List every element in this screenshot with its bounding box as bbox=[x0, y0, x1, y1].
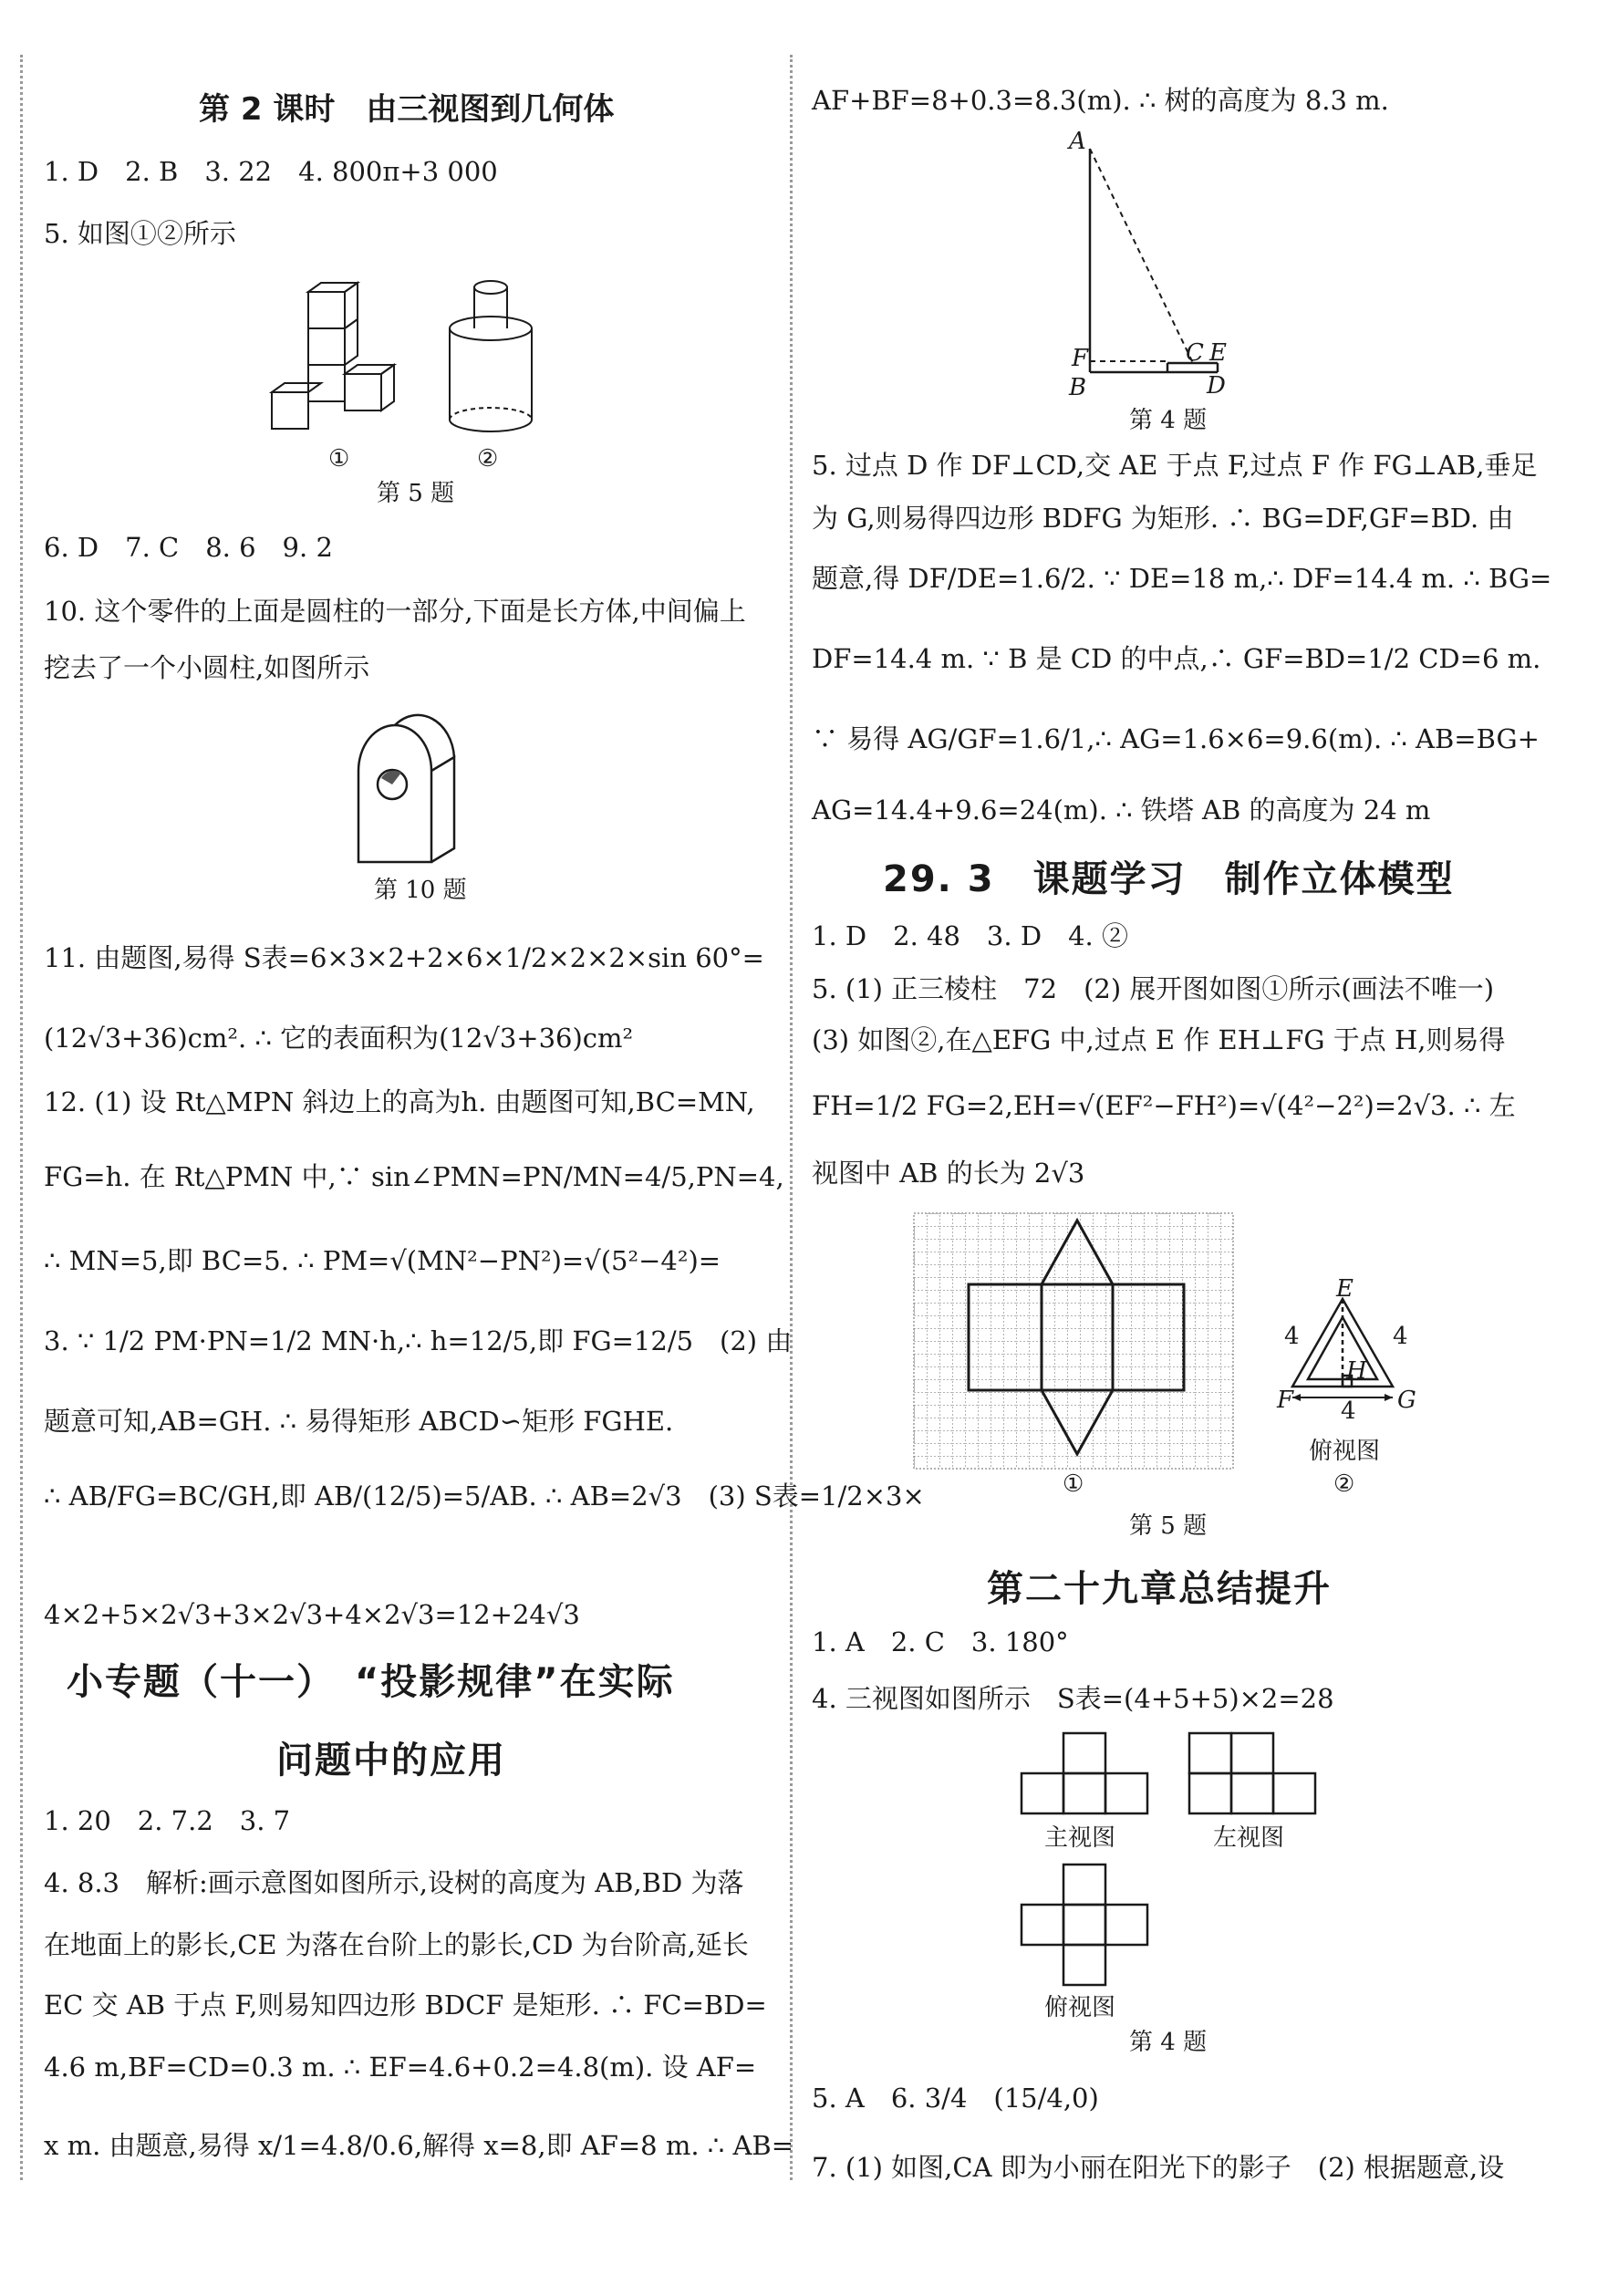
special-heading-b: 问题中的应用 bbox=[276, 1740, 506, 1782]
special-q5-line-a: 5. 过点 D 作 DF⊥CD,交 AE 于点 F,过点 F 作 FG⊥AB,垂足 bbox=[812, 450, 1538, 481]
front-view-label: 主视图 bbox=[1044, 1824, 1116, 1852]
q12-line-f: ∴ AB/FG=BC/GH,即 AB/(12/5)=5/AB. ∴ AB=2√3 (3) S表=1/2×3× bbox=[44, 1480, 925, 1512]
s293-q5-line-d: 视图中 AB 的长为 2√3 bbox=[812, 1158, 1085, 1189]
s293-q5-line-b: (3) 如图②,在△EFG 中,过点 E 作 EH⊥FG 于点 H,则易得 bbox=[812, 1024, 1506, 1055]
fig5b-caption: 第 5 题 bbox=[1129, 1512, 1208, 1540]
fig5b-num-1: ① bbox=[1063, 1470, 1084, 1498]
fig-sum4-caption: 第 4 题 bbox=[1129, 2029, 1208, 2056]
fig5b-label-e: E bbox=[1336, 1275, 1354, 1303]
answers-6-9: 6. D 7. C 8. 6 9. 2 bbox=[44, 532, 333, 563]
fig5-label-2: ② bbox=[477, 445, 499, 473]
fig4-label-a: A bbox=[1069, 128, 1086, 155]
fig5b-label-h: H bbox=[1346, 1357, 1367, 1385]
fig5b-label-4-bottom: 4 bbox=[1341, 1397, 1356, 1425]
summary-answers-5-6: 5. A 6. 3/4 (15/4,0) bbox=[812, 2083, 1099, 2114]
s293-q5-line-a: 5. (1) 正三棱柱 72 (2) 展开图如图①所示(画法不唯一) bbox=[812, 973, 1495, 1004]
q12-line-c: ∴ MN=5,即 BC=5. ∴ PM=√(MN²−PN²)=√(5²−4²)= bbox=[44, 1245, 721, 1276]
q10-line-b: 挖去了一个小圆柱,如图所示 bbox=[44, 652, 370, 683]
summary-q7: 7. (1) 如图,CA 即为小丽在阳光下的影子 (2) 根据题意,设 bbox=[812, 2152, 1505, 2183]
special-q4-line-a: 4. 8.3 解析:画示意图如图所示,设树的高度为 AB,BD 为落 bbox=[44, 1867, 744, 1898]
lesson-heading: 第 2 课时 由三视图到几何体 bbox=[199, 91, 615, 128]
fig5b-num-2: ② bbox=[1333, 1470, 1355, 1498]
s293-q5-line-c: FH=1/2 FG=2,EH=√(EF²−FH²)=√(4²−2²)=2√3. ∴ 左 bbox=[812, 1090, 1516, 1121]
summary-answers-1-3: 1. A 2. C 3. 180° bbox=[812, 1626, 1069, 1657]
left-view bbox=[1188, 1731, 1319, 1817]
q12-line-g: 4×2+5×2√3+3×2√3+4×2√3=12+24√3 bbox=[44, 1599, 580, 1630]
fig5b-label-g: G bbox=[1397, 1387, 1416, 1414]
special-q5-line-f: AG=14.4+9.6=24(m). ∴ 铁塔 AB 的高度为 24 m bbox=[812, 795, 1431, 826]
special-q4-line-e: x m. 由题意,易得 x/1=4.8/0.6,解得 x=8,即 AF=8 m. ∴ AB= bbox=[44, 2130, 793, 2161]
fig5-caption: 第 5 题 bbox=[377, 480, 455, 507]
left-view-label: 左视图 bbox=[1213, 1824, 1285, 1852]
special-q4-line-d: 4.6 m,BF=CD=0.3 m. ∴ EF=4.6+0.2=4.8(m). 设 AF= bbox=[44, 2052, 757, 2083]
fig5b-label-f: F bbox=[1277, 1387, 1294, 1414]
fig10-part bbox=[354, 707, 463, 867]
fig5b-top-view-label: 俯视图 bbox=[1309, 1438, 1381, 1465]
chapter-summary-heading: 第二十九章总结提升 bbox=[987, 1568, 1332, 1610]
q11-line-b: (12√3+36)cm². ∴ 它的表面积为(12√3+36)cm² bbox=[44, 1023, 634, 1054]
special-q4-line-b: 在地面上的影长,CE 为落在台阶上的影长,CD 为台阶高,延长 bbox=[44, 1929, 749, 1960]
q12-line-b: FG=h. 在 Rt△PMN 中,∵ sin∠PMN=PN/MN=4/5,PN=4, bbox=[44, 1161, 784, 1192]
top-view-label: 俯视图 bbox=[1044, 1994, 1116, 2021]
special-answers-1-3: 1. 20 2. 7.2 3. 7 bbox=[44, 1805, 291, 1836]
column-divider bbox=[20, 55, 23, 2180]
special-q5-line-b: 为 G,则易得四边形 BDFG 为矩形. ∴ BG=DF,GF=BD. 由 bbox=[812, 503, 1514, 534]
fig4-label-c: C bbox=[1186, 339, 1204, 367]
fig4-caption: 第 4 题 bbox=[1129, 407, 1208, 434]
q11-line-a: 11. 由题图,易得 S表=6×3×2+2×6×1/2×2×2×sin 60°= bbox=[44, 942, 764, 973]
q12-line-d: 3. ∵ 1/2 PM·PN=1/2 MN·h,∴ h=12/5,即 FG=12/5 (2) 由 bbox=[44, 1325, 793, 1356]
special-heading-a: 小专题（十一） “投影规律”在实际 bbox=[67, 1661, 675, 1703]
front-view bbox=[1020, 1731, 1151, 1817]
fig10-caption: 第 10 题 bbox=[374, 877, 467, 904]
s293-answers-1-4: 1. D 2. 48 3. D 4. ② bbox=[812, 920, 1128, 951]
top-view bbox=[1020, 1863, 1151, 1989]
fig4-label-b: B bbox=[1069, 374, 1087, 401]
fig4-label-d: D bbox=[1207, 372, 1226, 400]
summary-q4: 4. 三视图如图所示 S表=(4+5+5)×2=28 bbox=[812, 1683, 1334, 1714]
special-q4-line-f: AF+BF=8+0.3=8.3(m). ∴ 树的高度为 8.3 m. bbox=[812, 85, 1389, 116]
fig4-label-f: F bbox=[1072, 345, 1089, 372]
fig5-label-1: ① bbox=[328, 445, 350, 473]
answers-1-4: 1. D 2. B 3. 22 4. 800π+3 000 bbox=[44, 156, 498, 187]
fig5b-label-4-left: 4 bbox=[1284, 1323, 1300, 1350]
column-divider bbox=[790, 55, 793, 2180]
fig5b-label-4-right: 4 bbox=[1393, 1323, 1408, 1350]
fig5-cylinders bbox=[441, 278, 541, 438]
q12-line-e: 题意可知,AB=GH. ∴ 易得矩形 ABCD∽矩形 FGHE. bbox=[44, 1406, 674, 1437]
q12-line-a: 12. (1) 设 Rt△MPN 斜边上的高为h. 由题图可知,BC=MN, bbox=[44, 1086, 755, 1117]
fig5-cubes bbox=[281, 283, 399, 442]
special-q5-line-c: 题意,得 DF/DE=1.6/2. ∵ DE=18 m,∴ DF=14.4 m. ∴ BG= bbox=[812, 563, 1552, 594]
answer-5: 5. 如图①②所示 bbox=[44, 218, 236, 249]
fig4-label-e: E bbox=[1209, 339, 1227, 367]
fig5b-net-grid bbox=[914, 1213, 1233, 1469]
special-q5-line-d: DF=14.4 m. ∵ B 是 CD 的中点,∴ GF=BD=1/2 CD=6 m. bbox=[812, 643, 1541, 674]
section-29-3-heading: 29. 3 课题学习 制作立体模型 bbox=[883, 858, 1455, 900]
special-q4-line-c: EC 交 AB 于点 F,则易知四边形 BDCF 是矩形. ∴ FC=BD= bbox=[44, 1990, 767, 2021]
special-q5-line-e: ∵ 易得 AG/GF=1.6/1,∴ AG=1.6×6=9.6(m). ∴ AB=BG+ bbox=[812, 723, 1540, 754]
q10-line-a: 10. 这个零件的上面是圆柱的一部分,下面是长方体,中间偏上 bbox=[44, 596, 746, 627]
